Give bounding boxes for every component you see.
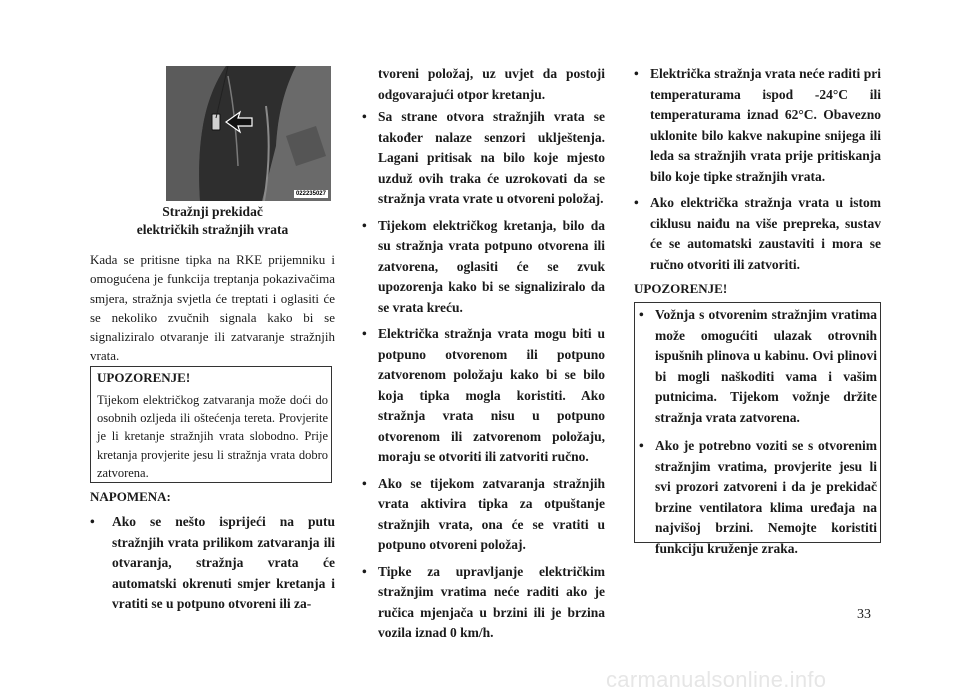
bullet-icon: • — [639, 307, 644, 322]
tailgate-conditions-list — [634, 64, 881, 281]
list-item — [362, 107, 605, 210]
bullet-icon: • — [362, 475, 367, 491]
bullet-icon: • — [362, 217, 367, 233]
figure-code: 022235027 — [295, 191, 326, 197]
list-item-text: Električka stražnja vrata mogu biti u potpuno otvorenom ili potpuno zatvorenom položaju kako bi se bilo koja tipka mogla koristiti. Ako stražnja vrata nisu u potpuno otvorenom ili zatvorenom položaju, moraju se otvoriti ili zatvoriti ručno. — [378, 326, 605, 464]
bullet-icon: • — [639, 438, 644, 453]
bullet-icon: • — [634, 195, 639, 210]
bullet-icon: • — [634, 66, 639, 81]
list-item — [362, 216, 605, 319]
list-item-text: Ako električka stražnja vrata u istom ciklusu naiđu na više prepreka, sustav će se automatski zaustaviti i mora se ručno otvoriti ili zatvoriti. — [650, 195, 881, 272]
vehicle-interior-drawing — [166, 66, 331, 201]
warning-box-1 — [90, 366, 332, 483]
list-item — [362, 324, 605, 468]
bullet-icon: • — [362, 109, 367, 124]
tailgate-switch-illustration — [166, 66, 331, 201]
bullet-icon: • — [362, 326, 367, 341]
page-number: 33 — [857, 607, 871, 622]
caption-line-2: električkih stražnjih vrata — [136, 222, 289, 237]
list-item — [639, 436, 877, 559]
list-item-text: Ako se nešto isprijeći na putu stražnjih vrata prilikom zatvaranja ili otvaranja, stražnja vrata će automatski okrenuti smjer kretanja i vratiti se u potpuno otvoreni ili za- — [112, 514, 335, 611]
note-title: NAPOMENA: — [90, 489, 171, 504]
body-paragraph: Kada se pritisne tipka na RKE prijemniku i omogućena je funkcija treptanja pokazivačima smjera, stražnja svjetla će treptati i oglasiti će se nekoliko zvučnih signala kako bi se signaliziralo otvaranje ili zatvaranje stražnjih vrata. — [90, 252, 335, 364]
list-item-text: Tijekom električkog kretanja, bilo da su stražnja vrata potpuno otvorena ili zatvorena, oglasiti će se zvuk upozorenja kako bi se signaliziralo da se vrata kreću. — [378, 217, 605, 315]
list-item-text: Električka stražnja vrata neće raditi pri temperaturama ispod -24°C ili temperaturama iznad 62°C. Obavezno uklonite bilo kakve nakupine snijega ili leda sa stražnjih vrata prije pritiskanja bilo koje tipke stražnjih vrata. — [650, 66, 881, 184]
list-item — [90, 512, 335, 615]
caption-line-1: Stražnji prekidač — [162, 204, 263, 219]
list-item-text: Vožnja s otvorenim stražnjim vratima može omogućiti ulazak otrovnih ispušnih plinova u kabinu. Ovi plinovi bi mogli naškoditi vama i vašim putnicima. Tijekom vožnje držite stražnja vrata zatvorena. — [655, 307, 877, 425]
list-item — [634, 193, 881, 275]
watermark: carmanualsonline.info — [606, 667, 827, 692]
list-item-text: Ako je potrebno voziti se s otvorenim stražnjim vratima, provjerite jesu li svi prozori zatvoreni i da je prekidač brzine ventilatora klima uređaja na najvišoj brzini. Nemojte koristiti funkciju kruženje zraka. — [655, 438, 877, 556]
list-item — [634, 64, 881, 187]
list-item-text: Tipke za upravljanje električkim stražnjim vratima neće raditi ako je ručica mjenjača u brzini ili je brzina vozila iznad 0 km/h. — [378, 563, 605, 640]
warning-title-2: UPOZORENJE! — [634, 281, 728, 296]
continued-text: tvoreni položaj, uz uvjet da postoji odgovarajući otpor kretanju. — [378, 66, 605, 102]
figure-caption — [90, 203, 335, 239]
bullet-icon: • — [90, 514, 95, 529]
warning-text: Tijekom električkog zatvaranja može doći do osobnih ozljeda ili oštećenja tereta. Provjerite je li kretanje stražnjih vrata slobodno. Prije kretanja provjerite jesu li stražnja vrata dobro zatvorena. — [97, 393, 328, 480]
list-item — [639, 305, 877, 428]
list-item — [362, 562, 605, 644]
warning-box-2 — [634, 302, 881, 556]
list-item — [362, 474, 605, 556]
warning-list — [639, 305, 877, 559]
bullet-icon: • — [362, 563, 367, 579]
list-item-text: Ako se tijekom zatvaranja stražnjih vrata aktivira tipka za otpuštanje stražnjih vrata, ona će se vratiti u potpuno otvoreni položaj. — [378, 475, 605, 552]
list-item-text: Sa strane otvora stražnjih vrata se također nalaze senzori uklještenja. Lagani pritisak na bilo koje mjesto uzduž ovih traka će uzrokovati da se stražnja vrata vrate u otvoreni položaj. — [378, 109, 605, 206]
note-list — [90, 512, 335, 615]
tailgate-notes-list — [362, 107, 605, 650]
warning-title: UPOZORENJE! — [97, 370, 191, 385]
